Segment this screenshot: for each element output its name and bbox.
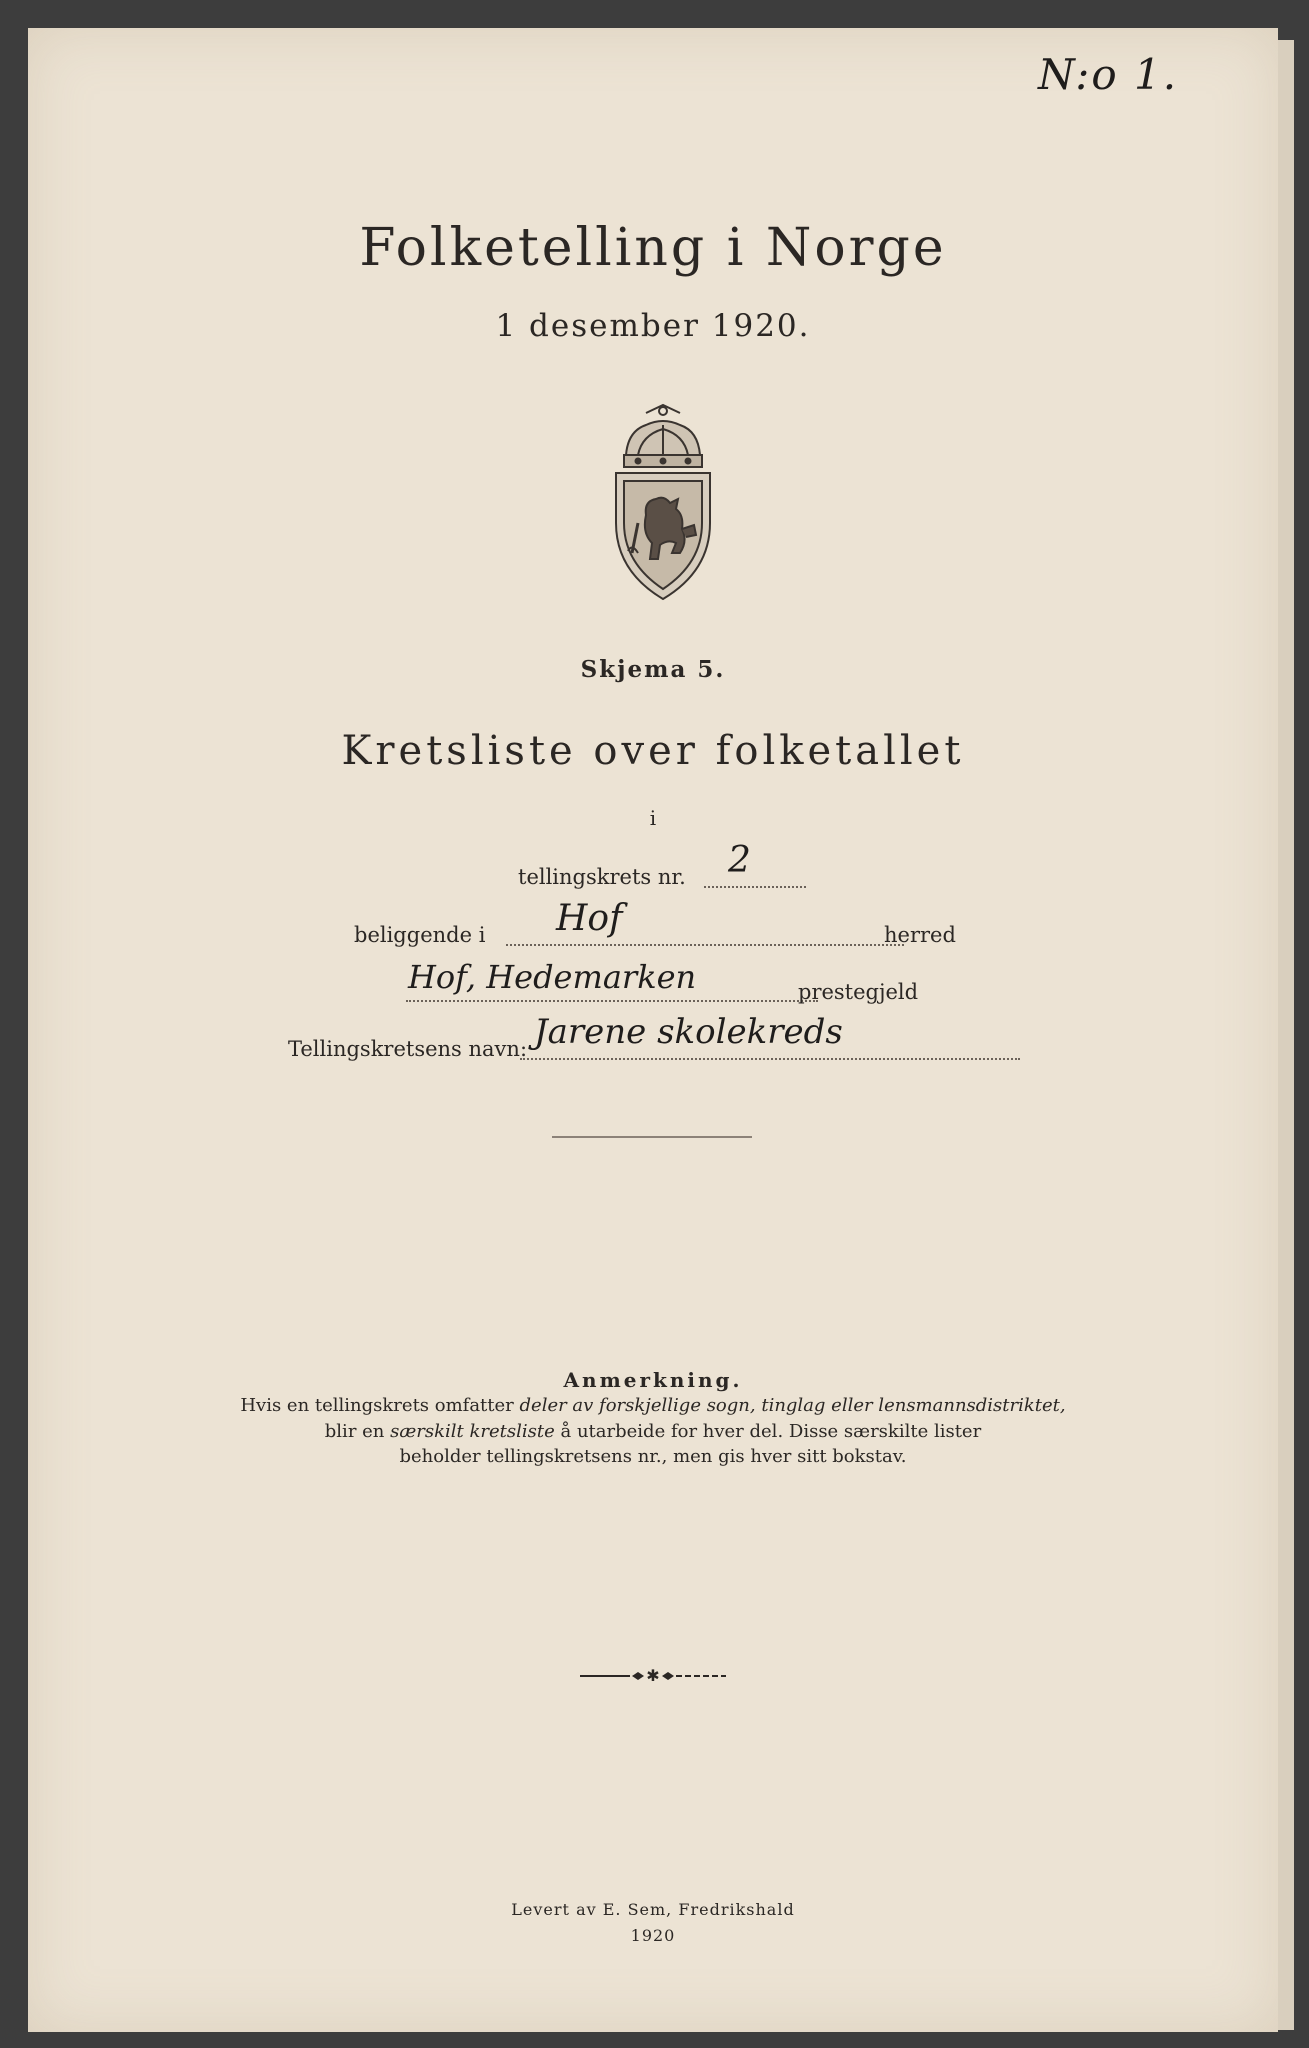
page-edge (1278, 40, 1294, 2030)
form-subtitle: Kretsliste over folketallet (341, 728, 965, 774)
district-name-value: Jarene skolekreds (534, 1012, 843, 1052)
parish-line (406, 1000, 818, 1002)
norwegian-coat-of-arms-icon (598, 403, 728, 603)
herred-label: herred (884, 923, 956, 947)
parish-value: Hof, Hedemarken (408, 958, 697, 996)
page-title: Folketelling i Norge (359, 218, 947, 278)
district-number-label: tellingskrets nr. (518, 865, 686, 889)
svg-text:✱: ✱ (646, 1666, 660, 1685)
schema-number: Skjema 5. (580, 656, 726, 683)
separator-rule (552, 1136, 752, 1138)
printer-year: 1920 (630, 1926, 676, 1945)
corner-number-note: N:o 1. (1038, 50, 1179, 99)
located-in-line (506, 944, 904, 946)
district-number-line (704, 886, 806, 888)
census-form-page (28, 28, 1278, 2032)
note-line-2 (28, 1421, 1278, 1442)
printer-credit: Levert av E. Sem, Fredrikshald (511, 1900, 795, 1919)
parish-label: prestegjeld (798, 980, 919, 1004)
located-in-value: Hof (556, 898, 623, 939)
connector-word: i (649, 806, 657, 830)
note-line-2-b: særskilt kretsliste (390, 1421, 555, 1442)
ornament-divider-icon (578, 1666, 728, 1686)
district-name-line (520, 1058, 1020, 1060)
census-date: 1 desember 1920. (495, 308, 811, 344)
district-number-value: 2 (728, 840, 751, 881)
note-line-1-b: deler av forskjellige sogn, tinglag eller lensmannsdistriktet, (519, 1395, 1066, 1416)
note-line-1-a: Hvis en tellingskrets omfatter (240, 1395, 520, 1416)
note-line-2-c: å utarbeide for hver del. Disse særskilte lister (554, 1421, 982, 1442)
note-line-3: beholder tellingskretsens nr., men gis hver sitt bokstav. (399, 1446, 907, 1467)
note-title: Anmerkning. (563, 1368, 743, 1392)
located-in-label: beliggende i (354, 923, 486, 947)
note-line-1 (28, 1395, 1278, 1416)
district-name-label: Tellingskretsens navn: (288, 1037, 528, 1061)
note-line-2-a: blir en (324, 1421, 391, 1442)
